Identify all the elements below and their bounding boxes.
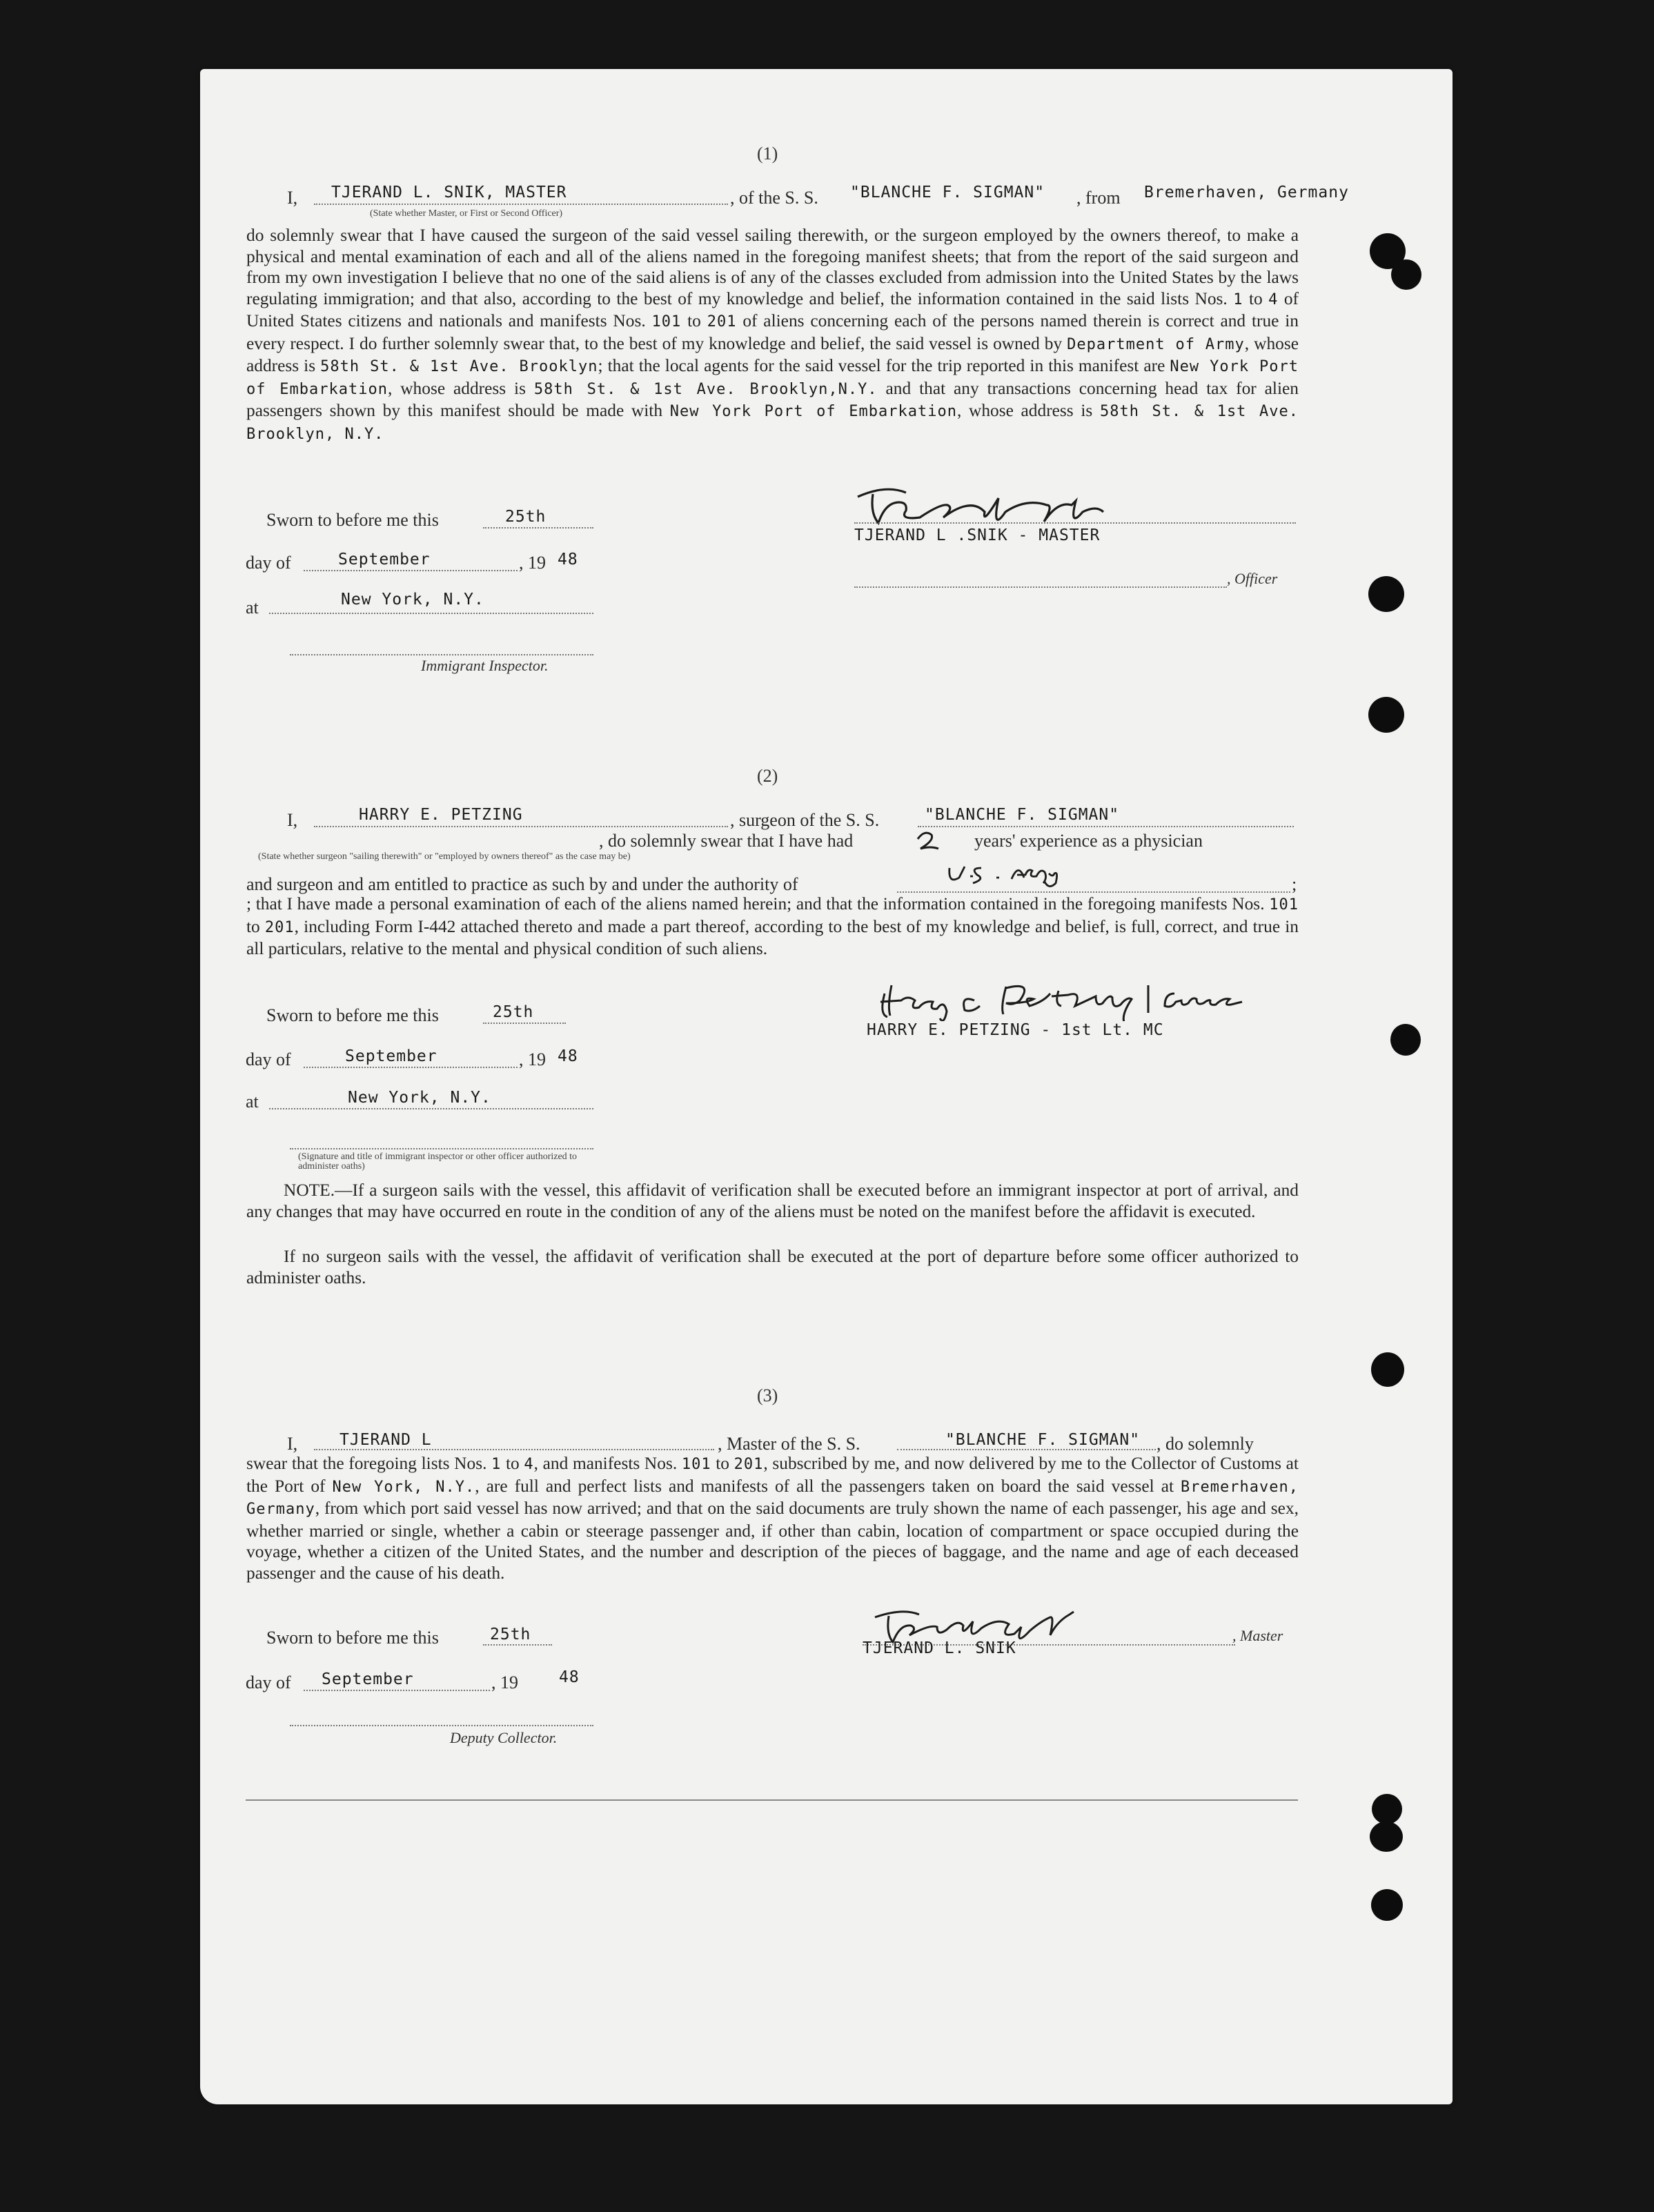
section-3-number: (3) — [757, 1385, 778, 1405]
years-handwritten — [911, 825, 952, 853]
sworn-label-2: Sworn to before me this — [266, 1005, 439, 1025]
punch-hole — [1370, 1821, 1403, 1852]
master-of-label: , Master of the S. S. — [718, 1434, 860, 1454]
year-prefix-1: , 19 — [519, 553, 546, 573]
section-3-intro: I, — [287, 1434, 298, 1454]
rank-hint: (State whether Master, or First or Second Officer) — [370, 208, 563, 219]
years-text: years' experience as a physician — [974, 831, 1203, 851]
sworn-month-1: September — [338, 551, 431, 569]
at-label-1: at — [246, 598, 259, 618]
agents-address: 58th St. & 1st Ave. Brooklyn,N.Y. — [533, 380, 878, 398]
at-label-2: at — [246, 1092, 259, 1112]
signature-line-1 — [854, 522, 1296, 524]
punch-hole — [1391, 259, 1421, 290]
board-port: Bremerhaven, Germany — [246, 1478, 1299, 1518]
vessel-line-3 — [897, 1449, 1156, 1450]
master-label: , Master — [1232, 1627, 1283, 1644]
sworn-place-1: New York, N.Y. — [341, 591, 484, 609]
name-underline — [314, 204, 728, 205]
sworn-place-line-1 — [269, 613, 593, 614]
officer-hint: (Signature and title of immigrant inspector or other officer authorized to administer oaths) — [298, 1152, 578, 1172]
note-paragraph-2: If no surgeon sails with the vessel, the affidavit of verification shall be executed at the port of departure before some officer authorized to administer oaths. — [246, 1247, 1299, 1287]
solemnly-label: , do solemnly — [1156, 1434, 1254, 1454]
day-of-label-3: day of — [246, 1672, 291, 1692]
vessel-name: "BLANCHE F. SIGMAN" — [850, 184, 1045, 201]
lists-to-3: 4 — [524, 1456, 534, 1473]
manifests-from-2: 101 — [1269, 896, 1299, 914]
signer-typed-1: TJERAND L .SNIK - MASTER — [854, 526, 1101, 544]
section-1-body: do solemnly swear that I have caused the surgeon of the said vessel sailing therewith, or the surgeon employed by the owners thereof, to make a physical and mental examination of each and all of the aliens named in the foregoing manifest sheets; that from the report of the said surgeon and from my own investigation I believe that no one of the said aliens is of any of the classes excluded from admission into the United States by the laws regulating immigration; and that also, according to the best of my knowledge and belief, the information contained in the said lists Nos. 1 to 4 of United States citizens and nationals and manifests Nos. 101 to 201 of aliens concerning each of the persons named therein is correct and true in every respect. I do further solemnly swear that, to the best of my knowledge and belief, the said vessel is owned by Department of Army, whose address is 58th St. & 1st Ave. Brooklyn; that the local agents for the said vessel for the trip reported in this manifest are New York Port of Embarkation, whose address is 58th St. & 1st Ave. Brooklyn,N.Y. and that any transactions concerning head tax for alien passengers shown by this manifest should be made with New York Port of Embarkation, whose address is 58th St. & 1st Ave. Brooklyn, N.Y. — [246, 226, 1299, 443]
punch-hole — [1368, 697, 1404, 733]
authority-handwritten — [945, 858, 1076, 893]
owner: Department of Army — [1067, 335, 1245, 353]
year-prefix-2: , 19 — [519, 1049, 546, 1069]
sworn-month-line-2 — [304, 1067, 518, 1068]
manifests-from: 101 — [651, 313, 682, 330]
master-name-3: TJERAND L — [339, 1431, 432, 1449]
sworn-day-line-3 — [483, 1644, 552, 1646]
sworn-month-3: September — [322, 1670, 414, 1688]
section-2-intro: I, — [287, 810, 298, 830]
sworn-month-line-1 — [304, 570, 518, 571]
signer-typed-2: HARRY E. PETZING - 1st Lt. MC — [867, 1021, 1164, 1039]
officer-line — [854, 586, 1227, 588]
surgeon-of-label: , surgeon of the S. S. — [730, 810, 880, 830]
sworn-year-3: 48 — [559, 1668, 580, 1686]
vessel-line-2 — [918, 826, 1294, 827]
punch-hole — [1371, 1352, 1404, 1387]
head-tax-address: 58th St. & 1st Ave. Brooklyn, N.Y. — [246, 403, 1299, 443]
swear-text: , do solemnly swear that I have had — [599, 831, 854, 851]
year-prefix-3: , 19 — [491, 1672, 518, 1692]
from-label: , from — [1076, 188, 1121, 208]
bottom-rule — [246, 1799, 1298, 1801]
punch-hole — [1371, 1889, 1403, 1921]
inspector-label: Immigrant Inspector. — [421, 657, 549, 674]
sworn-label-3: Sworn to before me this — [266, 1628, 439, 1648]
sworn-day-line-2 — [483, 1023, 566, 1024]
sworn-day-2: 25th — [493, 1003, 534, 1021]
section-1-number: (1) — [757, 144, 778, 164]
sworn-year-1: 48 — [558, 551, 578, 569]
authority-text: and surgeon and am entitled to practice as such by and under the authority of — [246, 874, 798, 894]
collector-label: Deputy Collector. — [450, 1729, 558, 1746]
inspector-line — [290, 654, 593, 655]
surgeon-hint: (State whether surgeon "sailing therewith" or "employed by owners thereof" as the case may be) — [258, 851, 631, 862]
sworn-place-2: New York, N.Y. — [348, 1089, 491, 1107]
head-tax-party: New York Port of Embarkation — [669, 403, 957, 420]
agents: New York Port of Embarkation — [246, 358, 1299, 398]
officer-line-2 — [290, 1148, 593, 1149]
surgeon-signature — [871, 980, 1271, 1021]
sworn-month-2: September — [345, 1047, 437, 1065]
sworn-year-2: 48 — [558, 1047, 578, 1065]
section-1-intro: I, — [287, 188, 298, 208]
lists-from-3: 1 — [491, 1456, 502, 1473]
manifests-to: 201 — [707, 313, 737, 330]
surgeon-name: HARRY E. PETZING — [359, 806, 523, 824]
lists-to: 4 — [1268, 290, 1279, 308]
officer-label: , Officer — [1227, 570, 1278, 587]
authority-semicolon: ; — [1292, 874, 1297, 894]
lists-from: 1 — [1233, 290, 1243, 308]
punch-hole — [1368, 576, 1404, 612]
vessel-name-3: "BLANCHE F. SIGMAN" — [945, 1431, 1141, 1449]
section-2-body: ; that I have made a personal examination of each of the aliens named herein; and that the information contained in the foregoing manifests Nos. 101 to 201, including Form I-442 attached thereto and made a part thereof, according to the best of my knowledge and belief, is full, correct, and true in all particulars, relative to the mental and physical condition of such aliens. — [246, 894, 1299, 958]
master-signature-1 — [852, 483, 1142, 531]
punch-hole — [1390, 1024, 1421, 1056]
of-ss-label: , of the S. S. — [730, 188, 818, 208]
note-paragraph-1: NOTE.—If a surgeon sails with the vessel, this affidavit of verification shall be executed before an immigrant inspector at port of arrival, and any changes that may have occurred en route in the condition of any of the aliens must be noted on the manifest before the affidavit is executed. — [246, 1181, 1299, 1221]
sworn-day-line-1 — [483, 527, 593, 529]
section-3-body: swear that the foregoing lists Nos. 1 to 4, and manifests Nos. 101 to 201, subscribed by me, and now delivered by me to the Collector of Customs at the Port of New York, N.Y., are full and perfect lists and manifests of all the passengers taken on board the said vessel at Bremerhaven, Germany, from which port said vessel has now arrived; and that on the said documents are truly shown the name of each passenger, his age and sex, whether married or single, whether a cabin or steerage passenger and, if other than cabin, location of compartment or space occupied during the voyage, whether a citizen of the United States, and the number and description of the pieces of baggage, and the name and age of each deceased passenger and the cause of his death. — [246, 1454, 1299, 1583]
sworn-label-1: Sworn to before me this — [266, 510, 439, 530]
vessel-name-2: "BLANCHE F. SIGMAN" — [925, 806, 1120, 824]
signer-typed-3: TJERAND L. SNIK — [863, 1639, 1016, 1657]
manifests-from-3: 101 — [681, 1456, 711, 1473]
collector-line — [290, 1725, 593, 1726]
manifests-to-2: 201 — [264, 918, 295, 936]
sworn-day-3: 25th — [490, 1626, 531, 1643]
master-name-line-3 — [314, 1449, 714, 1450]
from-port: Bremerhaven, Germany — [1144, 184, 1349, 201]
manifests-to-3: 201 — [734, 1456, 764, 1473]
port-3: New York, N.Y. — [332, 1478, 475, 1496]
sworn-month-line-3 — [304, 1690, 490, 1691]
authority-line — [897, 891, 1290, 893]
surgeon-name-line — [314, 826, 728, 827]
section-2-number: (2) — [757, 766, 778, 786]
day-of-label-2: day of — [246, 1049, 291, 1069]
master-name-rank: TJERAND L. SNIK, MASTER — [331, 184, 567, 201]
sworn-place-line-2 — [269, 1108, 593, 1109]
day-of-label-1: day of — [246, 553, 291, 573]
sworn-day-1: 25th — [505, 508, 547, 526]
punch-hole — [1372, 1794, 1402, 1824]
owner-address: 58th St. & 1st Ave. Brooklyn — [320, 358, 598, 375]
